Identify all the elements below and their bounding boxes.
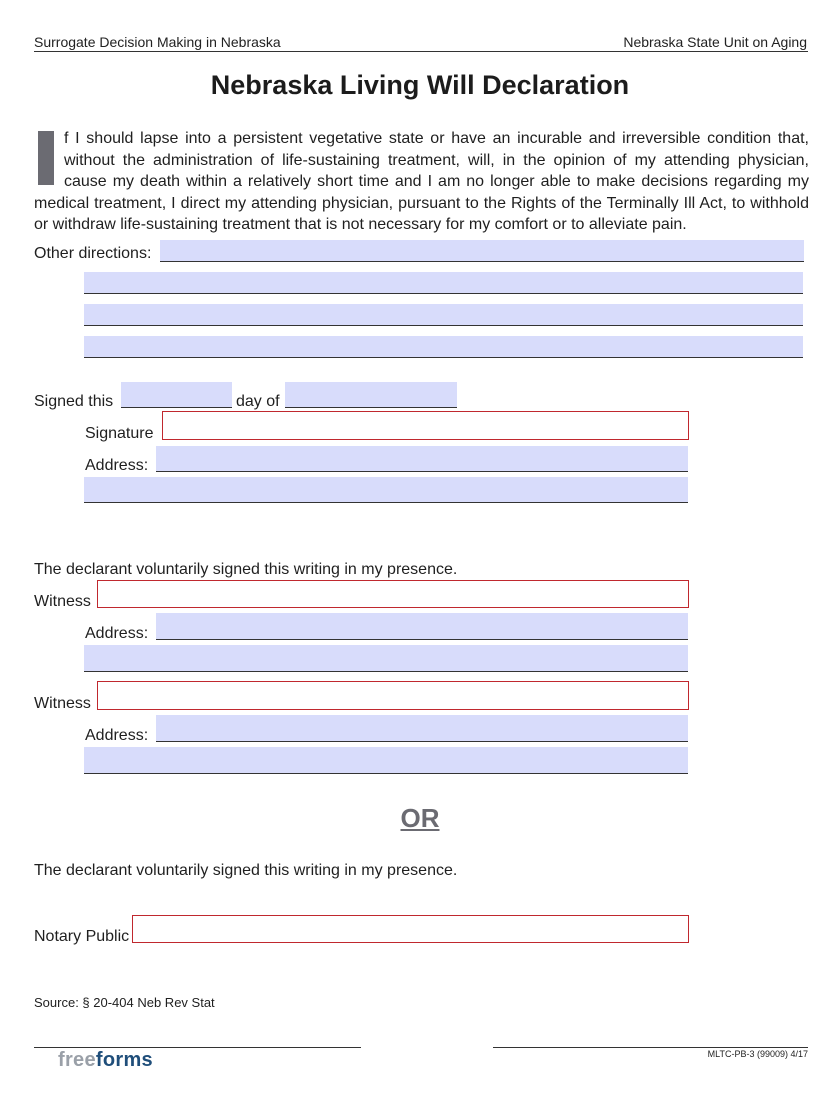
signature-field[interactable] — [162, 411, 689, 440]
witness-1-address-field-2[interactable] — [84, 645, 688, 672]
declaration-text: f I should lapse into a persistent vegetative state or have an incurable and irreversible condition that, without the administration of life-sustaining treatment, will, in the opinion of my attending physician, cause my death within a relatively short time and I am no longer able to make decisions regarding my medical treatment, I direct my attending physician, pursuant to the Rights of the Terminally Ill Act, to withhold or withdraw life-sustaining treatment that is not necessary for my comfort or to alleviate pain. — [34, 130, 809, 233]
declarant-address-field-1[interactable] — [156, 446, 688, 472]
signed-day-field[interactable] — [121, 382, 232, 408]
other-directions-field-2[interactable] — [84, 272, 803, 294]
signed-month-field[interactable] — [285, 382, 457, 408]
source-citation: Source: § 20-404 Neb Rev Stat — [34, 995, 215, 1010]
dropcap-letter — [38, 131, 54, 185]
signed-this-label: Signed this — [34, 393, 114, 410]
footer-line-right — [493, 1047, 808, 1048]
witness-1-label: Witness — [34, 593, 91, 610]
notary-public-label: Notary Public — [34, 928, 130, 945]
other-directions-field-4[interactable] — [84, 336, 803, 358]
header-divider — [34, 51, 808, 52]
signature-label: Signature — [85, 425, 154, 442]
footer-line-left — [34, 1047, 361, 1048]
witness-2-address-field-1[interactable] — [156, 715, 688, 742]
other-directions-label: Other directions: — [34, 245, 152, 262]
declarant-address-field-2[interactable] — [84, 477, 688, 503]
witness-statement: The declarant voluntarily signed this writing in my presence. — [34, 561, 458, 578]
logo-free-text: free — [58, 1049, 96, 1071]
witness-2-label: Witness — [34, 695, 91, 712]
day-of-label: day of — [236, 393, 280, 410]
logo-forms-text: forms — [95, 1049, 153, 1071]
notary-signature-field[interactable] — [132, 915, 689, 943]
witness-2-address-label: Address: — [85, 727, 149, 744]
notary-statement: The declarant voluntarily signed this writing in my presence. — [34, 862, 458, 879]
witness-1-signature-field[interactable] — [97, 580, 689, 608]
header-left: Surrogate Decision Making in Nebraska — [34, 34, 281, 50]
page-title: Nebraska Living Will Declaration — [210, 70, 630, 100]
other-directions-field-1[interactable] — [160, 240, 804, 262]
declaration-paragraph — [34, 128, 809, 236]
witness-2-address-field-2[interactable] — [84, 747, 688, 774]
or-divider: OR — [400, 803, 440, 833]
freeforms-logo — [58, 1049, 153, 1072]
declarant-address-label: Address: — [85, 457, 149, 474]
witness-2-signature-field[interactable] — [97, 681, 689, 710]
form-number: MLTC-PB-3 (99009) 4/17 — [707, 1049, 808, 1059]
witness-1-address-label: Address: — [85, 625, 149, 642]
header-right: Nebraska State Unit on Aging — [623, 34, 807, 50]
other-directions-field-3[interactable] — [84, 304, 803, 326]
witness-1-address-field-1[interactable] — [156, 613, 688, 640]
